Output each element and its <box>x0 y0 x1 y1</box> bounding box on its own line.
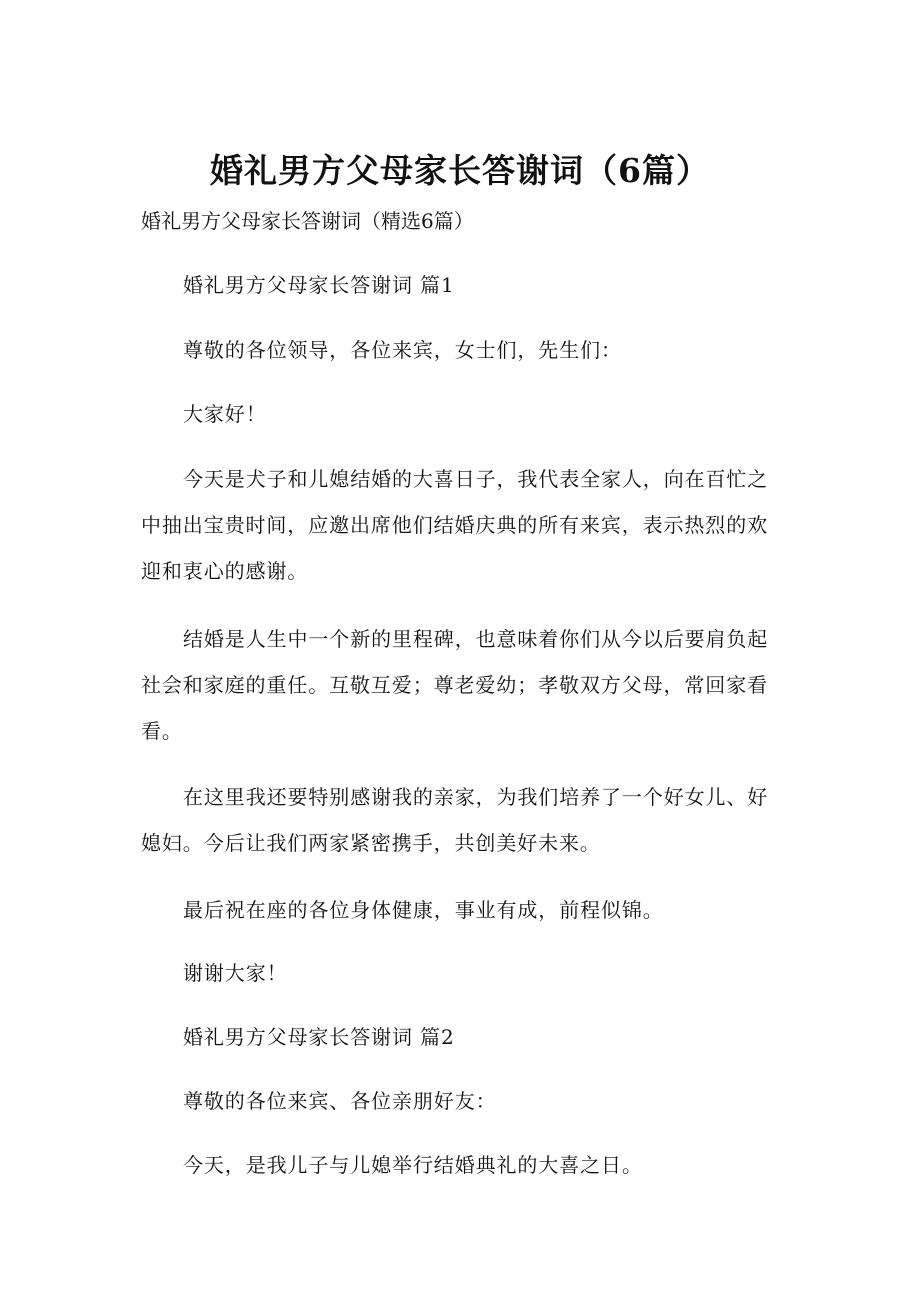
section-heading-2: 婚礼男方父母家长答谢词 篇2 <box>183 1025 455 1049</box>
document-subtitle: 婚礼男方父母家长答谢词（精选6篇） <box>141 209 474 233</box>
salutation-paragraph: 尊敬的各位来宾、各位亲朋好友： <box>183 1089 497 1113</box>
body-paragraph: 今天，是我儿子与儿媳举行结婚典礼的大喜之日。 <box>183 1153 643 1177</box>
greeting-paragraph: 大家好！ <box>183 402 267 426</box>
thanks-paragraph: 谢谢大家！ <box>183 961 288 985</box>
section-heading-1: 婚礼男方父母家长答谢词 篇1 <box>183 273 455 297</box>
document-title: 婚礼男方父母家长答谢词（6篇） <box>210 151 710 190</box>
salutation-paragraph: 尊敬的各位领导，各位来宾，女士们，先生们： <box>183 338 622 362</box>
closing-wishes-paragraph: 最后祝在座的各位身体健康，事业有成，前程似锦。 <box>183 898 664 922</box>
body-paragraph: 今天是犬子和儿媳结婚的大喜日子，我代表全家人，向在百忙之中抽出宝贵时间，应邀出席他们结婚庆典的所有来宾，表示热烈的欢迎和衷心的感谢。 <box>141 467 769 583</box>
body-paragraph: 结婚是人生中一个新的里程碑，也意味着你们从今以后要肩负起社会和家庭的重任。互敬互爱；尊老爱幼；孝敬双方父母，常回家看看。 <box>141 627 769 743</box>
body-paragraph: 在这里我还要特别感谢我的亲家，为我们培养了一个好女儿、好媳妇。今后让我们两家紧密携手，共创美好未来。 <box>141 785 769 855</box>
